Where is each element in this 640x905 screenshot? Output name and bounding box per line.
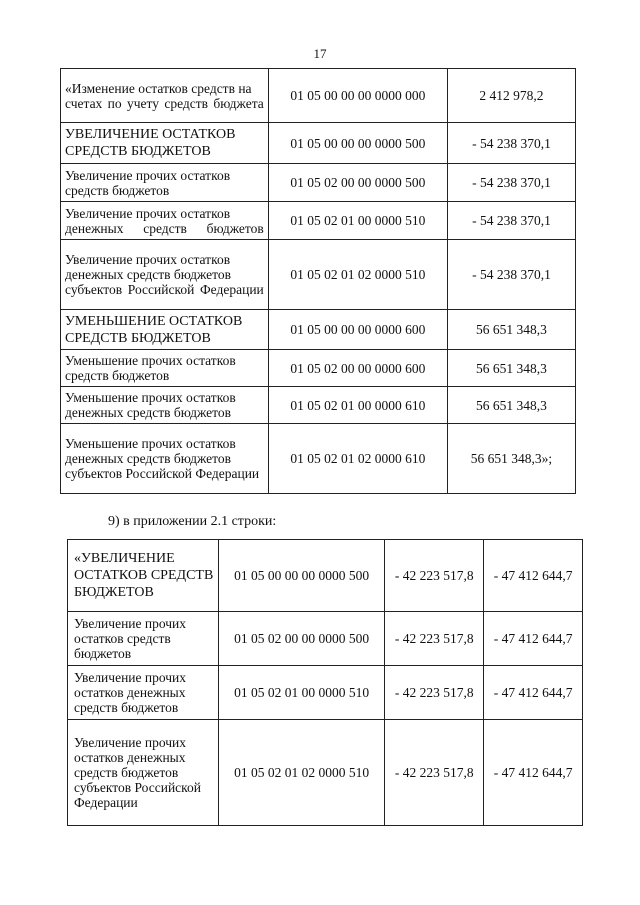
row-name: Увеличение прочих остатков денежных средств бюджетов [68,666,219,720]
table-row [68,666,583,720]
row-name: Увеличение прочих остатков денежных средств бюджетов субъектов Российской Федерации [68,720,219,826]
table-row [61,69,576,123]
row-code: 01 05 02 00 00 0000 500 [218,612,385,666]
table-row [61,202,576,240]
row-name: Уменьшение прочих остатков средств бюджетов [61,350,269,387]
row-value-2: - 47 412 644,7 [484,540,583,612]
table-row [61,350,576,387]
row-value: 2 412 978,2 [447,69,575,123]
row-code: 01 05 00 00 00 0000 600 [268,310,447,350]
row-value-1: - 42 223 517,8 [385,720,484,826]
row-code: 01 05 02 01 00 0000 610 [268,387,447,424]
row-code: 01 05 00 00 00 0000 500 [268,123,447,164]
row-value: - 54 238 370,1 [447,164,575,202]
row-code: 01 05 00 00 00 0000 500 [218,540,385,612]
row-name: Увеличение прочих остатков средств бюджетов [68,612,219,666]
page-number: 17 [313,46,327,61]
row-code: 01 05 02 01 00 0000 510 [268,202,447,240]
row-code: 01 05 02 00 00 0000 500 [268,164,447,202]
row-code: 01 05 02 01 02 0000 510 [268,240,447,310]
row-value: - 54 238 370,1 [447,202,575,240]
table-row [61,424,576,494]
row-name: УМЕНЬШЕНИЕ ОСТАТКОВ СРЕДСТВ БЮДЖЕТОВ [61,310,269,350]
row-value-2: - 47 412 644,7 [484,612,583,666]
row-name: Увеличение прочих остатков денежных средств бюджетов [61,202,269,240]
appendix-2-1-table [67,539,583,826]
table-row [68,720,583,826]
row-value-2: - 47 412 644,7 [484,666,583,720]
row-name: Увеличение прочих остатков денежных средств бюджетов субъектов Российской Федерации [61,240,269,310]
row-value-2: - 47 412 644,7 [484,720,583,826]
row-value: 56 651 348,3 [447,310,575,350]
table-row [61,240,576,310]
table-row [68,612,583,666]
table-row [61,164,576,202]
row-value: 56 651 348,3»; [447,424,575,494]
row-code: 01 05 00 00 00 0000 000 [268,69,447,123]
row-value-1: - 42 223 517,8 [385,540,484,612]
row-value-1: - 42 223 517,8 [385,666,484,720]
row-name: «Изменение остатков средств на счетах по учету средств бюджета [61,69,269,123]
row-value: 56 651 348,3 [447,350,575,387]
row-code: 01 05 02 01 02 0000 510 [218,720,385,826]
row-name: «УВЕЛИЧЕНИЕ ОСТАТКОВ СРЕДСТВ БЮДЖЕТОВ [68,540,219,612]
row-value: - 54 238 370,1 [447,240,575,310]
table-row [68,540,583,612]
row-value: - 54 238 370,1 [447,123,575,164]
row-name: Уменьшение прочих остатков денежных средств бюджетов [61,387,269,424]
row-name: УВЕЛИЧЕНИЕ ОСТАТКОВ СРЕДСТВ БЮДЖЕТОВ [61,123,269,164]
budget-balance-table [60,68,576,494]
row-name: Увеличение прочих остатков средств бюджетов [61,164,269,202]
row-code: 01 05 02 01 00 0000 510 [218,666,385,720]
row-value: 56 651 348,3 [447,387,575,424]
row-name: Уменьшение прочих остатков денежных средств бюджетов субъектов Российской Федерации [61,424,269,494]
table-row [61,123,576,164]
row-code: 01 05 02 01 02 0000 610 [268,424,447,494]
table-row [61,387,576,424]
amendment-paragraph: 9) в приложении 2.1 строки: [108,514,277,529]
row-value-1: - 42 223 517,8 [385,612,484,666]
row-code: 01 05 02 00 00 0000 600 [268,350,447,387]
table-row [61,310,576,350]
